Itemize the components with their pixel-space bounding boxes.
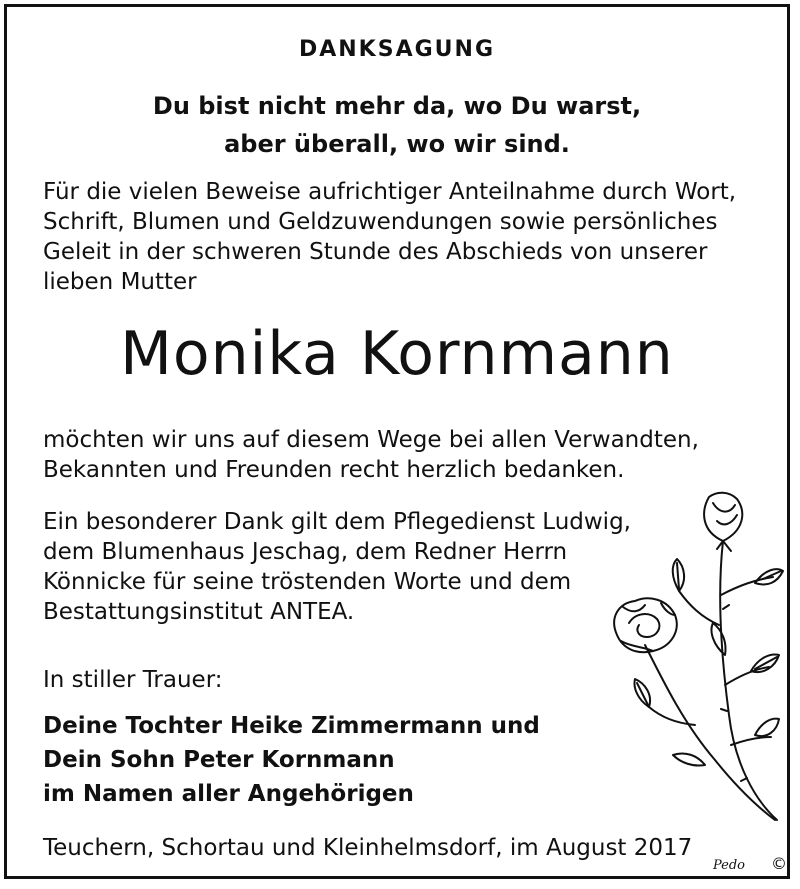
motto-line-1: Du bist nicht mehr da, wo Du warst,	[152, 92, 642, 120]
artist-signature: Pedo	[713, 858, 746, 873]
obituary-notice	[4, 4, 790, 879]
motto	[7, 87, 787, 163]
roses-illustration-icon	[605, 485, 787, 825]
copyright-mark: ©	[771, 854, 787, 873]
signer-line: Dein Sohn Peter Kornmann	[43, 747, 395, 773]
grief-label: In stiller Trauer:	[43, 667, 223, 693]
signers-block	[43, 709, 540, 811]
motto-line-2: aber überall, wo wir sind.	[224, 130, 570, 158]
intro-paragraph: Für die vielen Beweise aufrichtiger Anteilnahme durch Wort, Schrift, Blumen und Geldzuwendungen sowie persönliches Geleit in der schweren Stunde des Abschieds von unserer lieben Mutter	[43, 179, 737, 295]
signer-line: im Namen aller Angehörigen	[43, 781, 414, 807]
deceased-name: Monika Kornmann	[120, 319, 674, 389]
special-thanks-paragraph: Ein besonderer Dank gilt dem Pflegedienst Ludwig, dem Blumenhaus Jeschag, dem Redner Herrn Könnicke für seine tröstenden Worte und dem Bestattungsinstitut ANTEA.	[43, 509, 631, 625]
thanks-paragraph: möchten wir uns auf diesem Wege bei allen Verwandten, Bekannten und Freunden recht herzlich bedanken.	[43, 427, 699, 483]
signer-line: Deine Tochter Heike Zimmermann und	[43, 713, 540, 739]
notice-heading: DANKSAGUNG	[298, 37, 495, 62]
place-date-line: Teuchern, Schortau und Kleinhelmsdorf, im August 2017	[43, 835, 693, 861]
